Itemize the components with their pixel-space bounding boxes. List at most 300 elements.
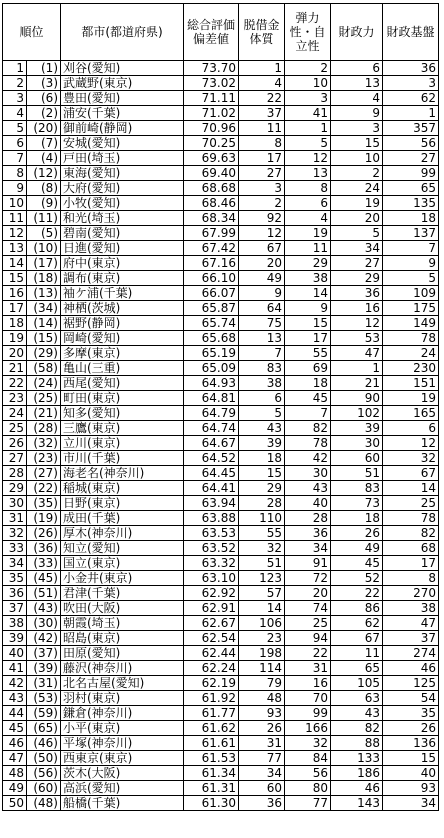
header-debt: 脱借金体質 — [239, 4, 285, 61]
debt-cell: 51 — [239, 556, 285, 571]
table-row — [3, 271, 439, 286]
score-cell: 61.77 — [184, 706, 239, 721]
fiscal-power-cell: 102 — [331, 406, 383, 421]
city-cell: 東海(愛知) — [61, 166, 184, 181]
table-row — [3, 301, 439, 316]
elasticity-cell: 5 — [285, 136, 331, 151]
rank-cell: 38 — [3, 616, 27, 631]
rank-cell: 2 — [3, 76, 27, 91]
fiscal-power-cell: 36 — [331, 286, 383, 301]
city-cell: 浦安(千葉) — [61, 106, 184, 121]
elasticity-cell: 56 — [285, 766, 331, 781]
fiscal-power-cell: 34 — [331, 241, 383, 256]
fiscal-power-cell: 18 — [331, 511, 383, 526]
city-cell: 北名古屋(愛知) — [61, 676, 184, 691]
score-cell: 70.25 — [184, 136, 239, 151]
elasticity-cell: 9 — [285, 301, 331, 316]
table-row — [3, 76, 439, 91]
rank-cell: 37 — [3, 601, 27, 616]
table-row — [3, 136, 439, 151]
table-row — [3, 406, 439, 421]
fiscal-power-cell: 30 — [331, 436, 383, 451]
score-cell: 61.53 — [184, 751, 239, 766]
header-rank: 順位 — [3, 4, 61, 61]
header-fiscal-base: 財政基盤 — [383, 4, 439, 61]
rank-cell: 6 — [3, 136, 27, 151]
fiscal-power-cell: 3 — [331, 121, 383, 136]
table-row — [3, 226, 439, 241]
city-cell: 藤沢(神奈川) — [61, 661, 184, 676]
table-row — [3, 481, 439, 496]
fiscal-base-cell: 27 — [383, 151, 439, 166]
city-cell: 知立(愛知) — [61, 541, 184, 556]
previous-rank-cell: (18) — [27, 271, 61, 286]
city-cell: 小平(東京) — [61, 721, 184, 736]
score-cell: 64.41 — [184, 481, 239, 496]
elasticity-cell: 74 — [285, 601, 331, 616]
table-row — [3, 316, 439, 331]
elasticity-cell: 166 — [285, 721, 331, 736]
elasticity-cell: 4 — [285, 211, 331, 226]
elasticity-cell: 99 — [285, 706, 331, 721]
fiscal-power-cell: 29 — [331, 271, 383, 286]
elasticity-cell: 18 — [285, 376, 331, 391]
elasticity-cell: 11 — [285, 241, 331, 256]
fiscal-base-cell: 1 — [383, 106, 439, 121]
fiscal-base-cell: 78 — [383, 331, 439, 346]
elasticity-cell: 28 — [285, 511, 331, 526]
elasticity-cell: 45 — [285, 391, 331, 406]
previous-rank-cell: (7) — [27, 136, 61, 151]
table-row — [3, 151, 439, 166]
table-row — [3, 646, 439, 661]
elasticity-cell: 31 — [285, 661, 331, 676]
table-row — [3, 541, 439, 556]
city-cell: 神栖(茨城) — [61, 301, 184, 316]
table-row — [3, 211, 439, 226]
fiscal-base-cell: 26 — [383, 721, 439, 736]
fiscal-ranking-table — [2, 3, 439, 811]
fiscal-base-cell: 230 — [383, 361, 439, 376]
score-cell: 65.19 — [184, 346, 239, 361]
table-row — [3, 106, 439, 121]
table-row — [3, 451, 439, 466]
score-cell: 62.67 — [184, 616, 239, 631]
header-score: 総合評価偏差値 — [184, 4, 239, 61]
debt-cell: 7 — [239, 346, 285, 361]
city-cell: 高浜(愛知) — [61, 781, 184, 796]
debt-cell: 23 — [239, 631, 285, 646]
fiscal-power-cell: 16 — [331, 301, 383, 316]
score-cell: 71.11 — [184, 91, 239, 106]
previous-rank-cell: (60) — [27, 781, 61, 796]
elasticity-cell: 12 — [285, 151, 331, 166]
city-cell: 御前崎(静岡) — [61, 121, 184, 136]
previous-rank-cell: (42) — [27, 631, 61, 646]
fiscal-power-cell: 21 — [331, 376, 383, 391]
table-row — [3, 511, 439, 526]
previous-rank-cell: (2) — [27, 106, 61, 121]
elasticity-cell: 2 — [285, 61, 331, 76]
fiscal-base-cell: 357 — [383, 121, 439, 136]
score-cell: 69.63 — [184, 151, 239, 166]
table-row — [3, 121, 439, 136]
debt-cell: 83 — [239, 361, 285, 376]
fiscal-base-cell: 24 — [383, 346, 439, 361]
city-cell: 厚木(神奈川) — [61, 526, 184, 541]
rank-cell: 43 — [3, 691, 27, 706]
fiscal-power-cell: 1 — [331, 361, 383, 376]
previous-rank-cell: (25) — [27, 391, 61, 406]
rank-cell: 9 — [3, 181, 27, 196]
rank-cell: 50 — [3, 796, 27, 811]
fiscal-power-cell: 73 — [331, 496, 383, 511]
rank-cell: 47 — [3, 751, 27, 766]
fiscal-power-cell: 83 — [331, 481, 383, 496]
fiscal-power-cell: 27 — [331, 256, 383, 271]
rank-cell: 1 — [3, 61, 27, 76]
fiscal-base-cell: 14 — [383, 481, 439, 496]
previous-rank-cell: (59) — [27, 706, 61, 721]
score-cell: 61.92 — [184, 691, 239, 706]
fiscal-power-cell: 2 — [331, 166, 383, 181]
rank-cell: 29 — [3, 481, 27, 496]
rank-cell: 27 — [3, 451, 27, 466]
table-row — [3, 586, 439, 601]
debt-cell: 92 — [239, 211, 285, 226]
debt-cell: 79 — [239, 676, 285, 691]
table-row — [3, 181, 439, 196]
previous-rank-cell: (43) — [27, 601, 61, 616]
elasticity-cell: 13 — [285, 166, 331, 181]
fiscal-power-cell: 186 — [331, 766, 383, 781]
debt-cell: 18 — [239, 451, 285, 466]
fiscal-power-cell: 20 — [331, 211, 383, 226]
rank-cell: 45 — [3, 721, 27, 736]
fiscal-base-cell: 165 — [383, 406, 439, 421]
previous-rank-cell: (50) — [27, 751, 61, 766]
score-cell: 64.93 — [184, 376, 239, 391]
table-row — [3, 256, 439, 271]
previous-rank-cell: (26) — [27, 526, 61, 541]
fiscal-power-cell: 4 — [331, 91, 383, 106]
fiscal-power-cell: 12 — [331, 316, 383, 331]
previous-rank-cell: (19) — [27, 511, 61, 526]
fiscal-power-cell: 43 — [331, 706, 383, 721]
rank-cell: 21 — [3, 361, 27, 376]
previous-rank-cell: (36) — [27, 541, 61, 556]
previous-rank-cell: (46) — [27, 736, 61, 751]
table-row — [3, 331, 439, 346]
fiscal-base-cell: 93 — [383, 781, 439, 796]
city-cell: 朝霞(埼玉) — [61, 616, 184, 631]
fiscal-power-cell: 46 — [331, 781, 383, 796]
fiscal-base-cell: 274 — [383, 646, 439, 661]
rank-cell: 40 — [3, 646, 27, 661]
previous-rank-cell: (11) — [27, 211, 61, 226]
previous-rank-cell: (53) — [27, 691, 61, 706]
fiscal-power-cell: 47 — [331, 346, 383, 361]
table-row — [3, 436, 439, 451]
debt-cell: 15 — [239, 466, 285, 481]
table-row — [3, 496, 439, 511]
score-cell: 65.87 — [184, 301, 239, 316]
rank-cell: 12 — [3, 226, 27, 241]
score-cell: 68.34 — [184, 211, 239, 226]
table-row — [3, 196, 439, 211]
score-cell: 63.53 — [184, 526, 239, 541]
fiscal-power-cell: 26 — [331, 526, 383, 541]
fiscal-base-cell: 151 — [383, 376, 439, 391]
elasticity-cell: 70 — [285, 691, 331, 706]
debt-cell: 93 — [239, 706, 285, 721]
elasticity-cell: 36 — [285, 526, 331, 541]
score-cell: 63.10 — [184, 571, 239, 586]
fiscal-base-cell: 3 — [383, 76, 439, 91]
fiscal-base-cell: 68 — [383, 541, 439, 556]
city-cell: 田原(愛知) — [61, 646, 184, 661]
fiscal-power-cell: 9 — [331, 106, 383, 121]
previous-rank-cell: (30) — [27, 616, 61, 631]
rank-cell: 46 — [3, 736, 27, 751]
score-cell: 67.42 — [184, 241, 239, 256]
city-cell: 戸田(埼玉) — [61, 151, 184, 166]
elasticity-cell: 22 — [285, 646, 331, 661]
score-cell: 61.31 — [184, 781, 239, 796]
fiscal-power-cell: 90 — [331, 391, 383, 406]
fiscal-base-cell: 12 — [383, 436, 439, 451]
rank-cell: 23 — [3, 391, 27, 406]
debt-cell: 49 — [239, 271, 285, 286]
city-cell: 多摩(東京) — [61, 346, 184, 361]
previous-rank-cell: (8) — [27, 181, 61, 196]
rank-cell: 11 — [3, 211, 27, 226]
previous-rank-cell: (39) — [27, 661, 61, 676]
rank-cell: 5 — [3, 121, 27, 136]
fiscal-base-cell: 135 — [383, 196, 439, 211]
fiscal-base-cell: 99 — [383, 166, 439, 181]
debt-cell: 64 — [239, 301, 285, 316]
previous-rank-cell: (6) — [27, 91, 61, 106]
debt-cell: 3 — [239, 181, 285, 196]
city-cell: 国立(東京) — [61, 556, 184, 571]
debt-cell: 1 — [239, 61, 285, 76]
score-cell: 61.34 — [184, 766, 239, 781]
fiscal-base-cell: 109 — [383, 286, 439, 301]
city-cell: 裾野(静岡) — [61, 316, 184, 331]
rank-cell: 14 — [3, 256, 27, 271]
table-body — [3, 61, 439, 811]
fiscal-power-cell: 143 — [331, 796, 383, 811]
previous-rank-cell: (29) — [27, 346, 61, 361]
fiscal-base-cell: 125 — [383, 676, 439, 691]
table-row — [3, 661, 439, 676]
fiscal-base-cell: 54 — [383, 691, 439, 706]
fiscal-base-cell: 149 — [383, 316, 439, 331]
fiscal-base-cell: 7 — [383, 241, 439, 256]
score-cell: 62.91 — [184, 601, 239, 616]
debt-cell: 37 — [239, 106, 285, 121]
score-cell: 62.24 — [184, 661, 239, 676]
fiscal-base-cell: 32 — [383, 451, 439, 466]
score-cell: 63.52 — [184, 541, 239, 556]
table-row — [3, 421, 439, 436]
debt-cell: 29 — [239, 481, 285, 496]
elasticity-cell: 34 — [285, 541, 331, 556]
debt-cell: 5 — [239, 406, 285, 421]
fiscal-power-cell: 19 — [331, 196, 383, 211]
rank-cell: 18 — [3, 316, 27, 331]
previous-rank-cell: (32) — [27, 436, 61, 451]
table-row — [3, 721, 439, 736]
previous-rank-cell: (20) — [27, 121, 61, 136]
fiscal-base-cell: 62 — [383, 91, 439, 106]
score-cell: 67.99 — [184, 226, 239, 241]
previous-rank-cell: (48) — [27, 796, 61, 811]
city-cell: 知多(愛知) — [61, 406, 184, 421]
debt-cell: 13 — [239, 331, 285, 346]
debt-cell: 38 — [239, 376, 285, 391]
score-cell: 73.70 — [184, 61, 239, 76]
score-cell: 65.74 — [184, 316, 239, 331]
debt-cell: 75 — [239, 316, 285, 331]
debt-cell: 22 — [239, 91, 285, 106]
city-cell: 安城(愛知) — [61, 136, 184, 151]
previous-rank-cell: (10) — [27, 241, 61, 256]
score-cell: 71.02 — [184, 106, 239, 121]
previous-rank-cell: (13) — [27, 286, 61, 301]
city-cell: 君津(千葉) — [61, 586, 184, 601]
elasticity-cell: 41 — [285, 106, 331, 121]
header-elasticity: 弾力性・自立性 — [285, 4, 331, 61]
elasticity-cell: 20 — [285, 586, 331, 601]
city-cell: 平塚(神奈川) — [61, 736, 184, 751]
score-cell: 64.67 — [184, 436, 239, 451]
fiscal-base-cell: 175 — [383, 301, 439, 316]
elasticity-cell: 30 — [285, 466, 331, 481]
fiscal-base-cell: 6 — [383, 421, 439, 436]
debt-cell: 28 — [239, 496, 285, 511]
table-row — [3, 631, 439, 646]
fiscal-power-cell: 13 — [331, 76, 383, 91]
table-row — [3, 346, 439, 361]
debt-cell: 106 — [239, 616, 285, 631]
city-cell: 茨木(大阪) — [61, 766, 184, 781]
table-row — [3, 241, 439, 256]
rank-cell: 22 — [3, 376, 27, 391]
city-cell: 豊田(愛知) — [61, 91, 184, 106]
city-cell: 調布(東京) — [61, 271, 184, 286]
fiscal-base-cell: 37 — [383, 631, 439, 646]
elasticity-cell: 7 — [285, 406, 331, 421]
fiscal-power-cell: 53 — [331, 331, 383, 346]
previous-rank-cell: (15) — [27, 331, 61, 346]
city-cell: 刈谷(愛知) — [61, 61, 184, 76]
elasticity-cell: 8 — [285, 181, 331, 196]
table-row — [3, 676, 439, 691]
score-cell: 66.07 — [184, 286, 239, 301]
previous-rank-cell: (51) — [27, 586, 61, 601]
table-row — [3, 616, 439, 631]
fiscal-base-cell: 15 — [383, 751, 439, 766]
city-cell: 三鷹(東京) — [61, 421, 184, 436]
previous-rank-cell: (5) — [27, 226, 61, 241]
previous-rank-cell: (24) — [27, 376, 61, 391]
fiscal-power-cell: 49 — [331, 541, 383, 556]
rank-cell: 20 — [3, 346, 27, 361]
previous-rank-cell: (31) — [27, 676, 61, 691]
fiscal-base-cell: 35 — [383, 706, 439, 721]
rank-cell: 31 — [3, 511, 27, 526]
debt-cell: 9 — [239, 286, 285, 301]
fiscal-power-cell: 65 — [331, 661, 383, 676]
score-cell: 62.54 — [184, 631, 239, 646]
fiscal-power-cell: 10 — [331, 151, 383, 166]
fiscal-power-cell: 86 — [331, 601, 383, 616]
previous-rank-cell: (14) — [27, 316, 61, 331]
previous-rank-cell: (27) — [27, 466, 61, 481]
city-cell: 町田(東京) — [61, 391, 184, 406]
rank-cell: 28 — [3, 466, 27, 481]
table-row — [3, 781, 439, 796]
fiscal-base-cell: 67 — [383, 466, 439, 481]
fiscal-base-cell: 56 — [383, 136, 439, 151]
previous-rank-cell: (17) — [27, 256, 61, 271]
elasticity-cell: 82 — [285, 421, 331, 436]
city-cell: 立川(東京) — [61, 436, 184, 451]
city-cell: 船橋(千葉) — [61, 796, 184, 811]
city-cell: 日進(愛知) — [61, 241, 184, 256]
debt-cell: 20 — [239, 256, 285, 271]
score-cell: 61.61 — [184, 736, 239, 751]
fiscal-base-cell: 78 — [383, 511, 439, 526]
fiscal-power-cell: 52 — [331, 571, 383, 586]
ranking-table-container — [2, 3, 439, 811]
debt-cell: 60 — [239, 781, 285, 796]
elasticity-cell: 94 — [285, 631, 331, 646]
fiscal-power-cell: 88 — [331, 736, 383, 751]
fiscal-base-cell: 36 — [383, 61, 439, 76]
fiscal-base-cell: 18 — [383, 211, 439, 226]
fiscal-base-cell: 8 — [383, 571, 439, 586]
elasticity-cell: 16 — [285, 676, 331, 691]
debt-cell: 198 — [239, 646, 285, 661]
rank-cell: 30 — [3, 496, 27, 511]
table-row — [3, 91, 439, 106]
debt-cell: 36 — [239, 796, 285, 811]
rank-cell: 25 — [3, 421, 27, 436]
elasticity-cell: 6 — [285, 196, 331, 211]
previous-rank-cell: (21) — [27, 406, 61, 421]
rank-cell: 44 — [3, 706, 27, 721]
table-row — [3, 766, 439, 781]
score-cell: 62.19 — [184, 676, 239, 691]
debt-cell: 17 — [239, 151, 285, 166]
table-row — [3, 571, 439, 586]
previous-rank-cell: (23) — [27, 451, 61, 466]
table-row — [3, 691, 439, 706]
city-cell: 亀山(三重) — [61, 361, 184, 376]
fiscal-power-cell: 22 — [331, 586, 383, 601]
table-row — [3, 286, 439, 301]
rank-cell: 32 — [3, 526, 27, 541]
elasticity-cell: 69 — [285, 361, 331, 376]
rank-cell: 4 — [3, 106, 27, 121]
fiscal-power-cell: 105 — [331, 676, 383, 691]
debt-cell: 34 — [239, 766, 285, 781]
fiscal-base-cell: 40 — [383, 766, 439, 781]
elasticity-cell: 38 — [285, 271, 331, 286]
